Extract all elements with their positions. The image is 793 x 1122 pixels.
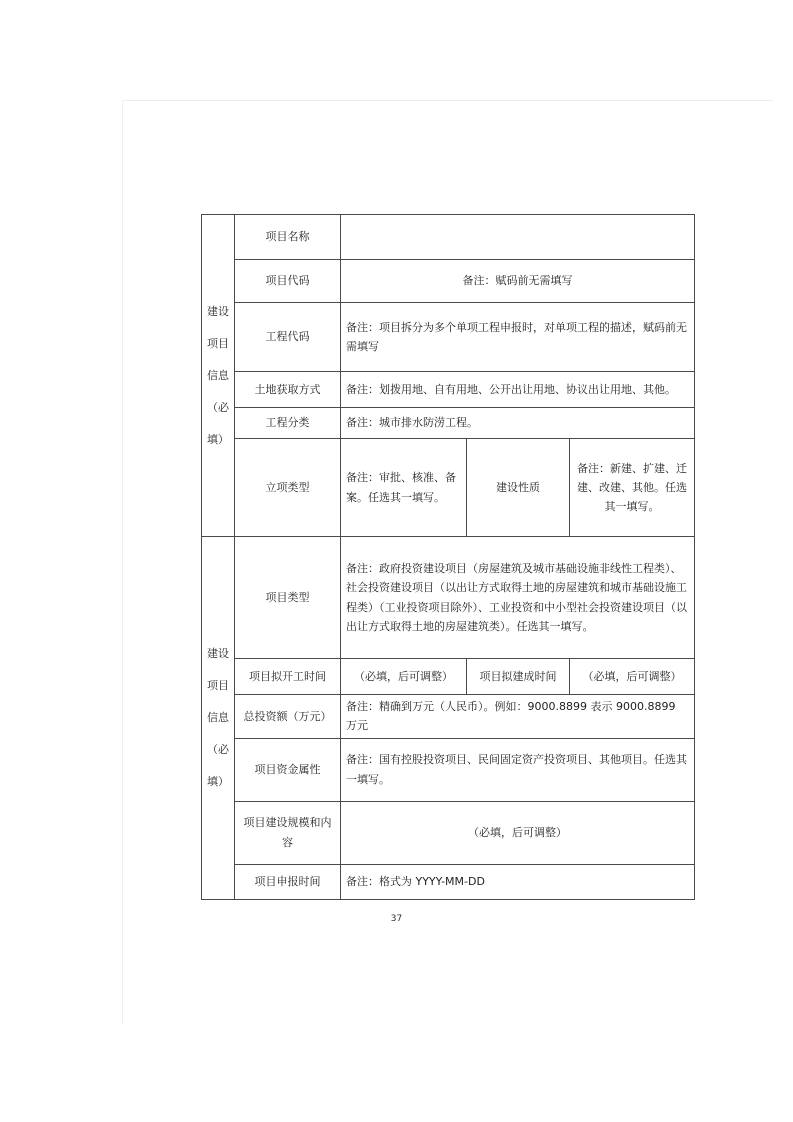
total-investment-label: 总投资额（万元） [235,695,341,739]
table-row [202,537,695,659]
table-row [202,215,695,260]
total-investment-value[interactable]: 备注：精确到万元（人民币）。例如：9000.8899 表示 9000.8899 万元 [341,695,695,739]
page-border-left [122,100,123,1025]
project-type-label: 项目类型 [235,537,341,659]
land-method-label: 土地获取方式 [235,372,341,408]
approval-type-label: 立项类型 [235,439,341,537]
table-row [202,372,695,408]
table-row [202,659,695,695]
table-row [202,303,695,372]
completion-date-label: 项目拟建成时间 [467,659,570,695]
project-name-value[interactable] [341,215,695,260]
table-row [202,260,695,303]
fund-attribute-label: 项目资金属性 [235,738,341,801]
land-method-value[interactable]: 备注：划拨用地、自有用地、公开出让用地、协议出让用地、其他。 [341,372,695,408]
section-construction-info: 建设项目信息（必填） [202,215,235,537]
page-border-top [122,100,773,101]
start-date-value[interactable]: （必填，后可调整） [341,659,467,695]
project-type-value[interactable]: 备注：政府投资建设项目（房屋建筑及城市基础设施非线性工程类）、社会投资建设项目（以出让方式取得土地的房屋建筑和城市基础设施工程类）（工业投资项目除外）、工业投资和中小型社会投资建设项目（以出让方式取得土地的房屋建筑类）。任选其一填写。 [341,537,695,659]
engineering-code-label: 工程代码 [235,303,341,372]
table-row [202,738,695,801]
scale-content-value[interactable]: （必填，后可调整） [341,801,695,864]
project-name-label: 项目名称 [235,215,341,260]
table-row [202,695,695,739]
construction-nature-label: 建设性质 [467,439,570,537]
project-code-value[interactable]: 备注：赋码前无需填写 [341,260,695,303]
construction-nature-value[interactable]: 备注：新建、扩建、迁建、改建、其他。任选其一填写。 [570,439,695,537]
table-row [202,864,695,899]
completion-date-value[interactable]: （必填，后可调整） [570,659,695,695]
fund-attribute-value[interactable]: 备注：国有控股投资项目、民间固定资产投资项目、其他项目。任选其一填写。 [341,738,695,801]
engineering-category-value[interactable]: 备注：城市排水防涝工程。 [341,408,695,439]
project-info-table [201,214,695,900]
start-date-label: 项目拟开工时间 [235,659,341,695]
report-date-value[interactable]: 备注：格式为 YYYY-MM-DD [341,864,695,899]
project-code-label: 项目代码 [235,260,341,303]
approval-type-value[interactable]: 备注：审批、核准、备案。任选其一填写。 [341,439,467,537]
engineering-code-value[interactable]: 备注：项目拆分为多个单项工程申报时，对单项工程的描述，赋码前无需填写 [341,303,695,372]
scale-content-label: 项目建设规模和内容 [235,801,341,864]
page-number: 37 [390,914,403,924]
table-row [202,408,695,439]
table-row [202,439,695,537]
table-row [202,801,695,864]
section-investment-info: 建设项目信息（必填） [202,537,235,900]
engineering-category-label: 工程分类 [235,408,341,439]
report-date-label: 项目申报时间 [235,864,341,899]
